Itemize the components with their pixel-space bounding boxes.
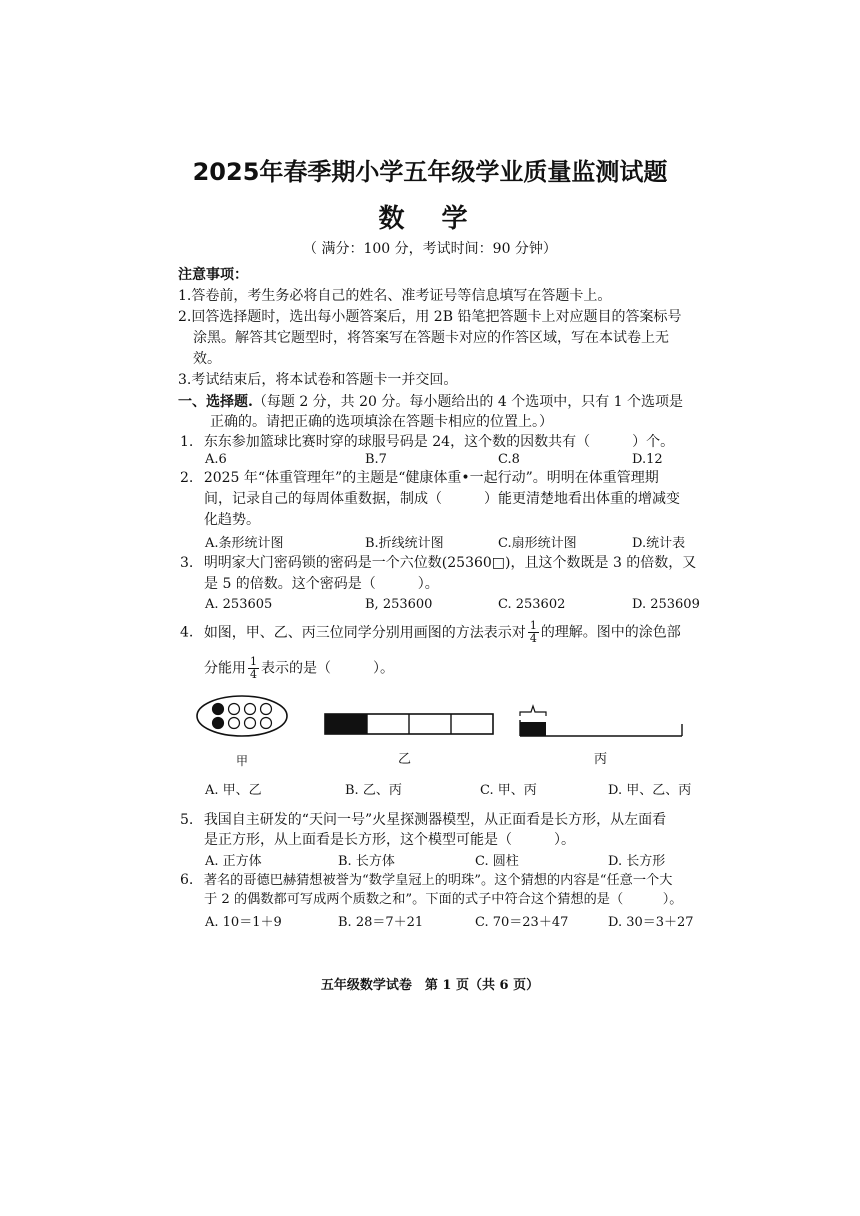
- fraction-one-quarter: [528, 620, 539, 645]
- option-b: B.折线统计图: [365, 536, 444, 551]
- figure-jia: [197, 696, 287, 736]
- fraction-numerator: 1: [250, 655, 257, 668]
- option-c: C.8: [498, 452, 520, 467]
- question-text-part-1: 如图，甲、乙、丙三位同学分别用画图的方法表示对: [203, 624, 526, 641]
- option-d: D.12: [632, 452, 663, 467]
- question-1: [180, 432, 674, 452]
- option-a: A. 甲、乙: [205, 783, 262, 798]
- question-text-line-1: 我国自主研发的“天问一号”火星探测器模型，从正面看是长方形，从左面看: [203, 812, 667, 828]
- figure-bing: [520, 706, 682, 736]
- note-line-2: 2.回答选择题时，选出每小题答案后，用 2B 铅笔把答题卡上对应题目的答案标号: [178, 309, 682, 325]
- option-d: D. 甲、乙、丙: [608, 783, 692, 798]
- figure-yi: [325, 714, 493, 734]
- question-number: 1.: [180, 434, 194, 450]
- exam-info: （ 满分：100 分，考试时间：90 分钟）: [303, 241, 557, 257]
- option-b: B, 253600: [365, 597, 433, 612]
- question-number: 6.: [180, 872, 194, 888]
- note-line-5: 3.考试结束后，将本试卷和答题卡一并交回。: [178, 372, 458, 388]
- figure-label-bing: 丙: [594, 752, 608, 767]
- question-text-line-3: 化趋势。: [204, 512, 260, 528]
- section-instruction-1: （每题 2 分，共 20 分。每小题给出的 4 个选项中，只有 1 个选项是: [252, 394, 684, 410]
- note-line-3: 涂黑。解答其它题型时，将答案写在答题卡对应的作答区域，写在本试卷上无: [193, 330, 669, 346]
- option-c: C. 圆柱: [475, 854, 519, 869]
- option-c: C. 253602: [498, 597, 566, 612]
- question-number: 4.: [180, 624, 194, 641]
- page-footer: 五年级数学试卷 第 1 页（共 6 页）: [320, 978, 540, 993]
- option-a: A.6: [205, 452, 227, 467]
- fraction-denominator: 4: [529, 632, 537, 645]
- option-b: B. 长方体: [338, 854, 395, 869]
- section-heading: [178, 392, 683, 412]
- question-3: [180, 553, 696, 573]
- question-text-part-3: 分能用: [204, 660, 246, 677]
- notes-heading: 注意事项：: [178, 267, 248, 283]
- section-title: 一、选择题.: [178, 394, 253, 410]
- question-text-part-2: 的理解。图中的涂色部: [540, 624, 681, 641]
- question-text-line-2: 于 2 的偶数都可写成两个质数之和”。下面的式子中符合这个猜想的是（ ）。: [204, 892, 683, 907]
- option-d: D. 30＝3＋27: [608, 915, 694, 930]
- option-d: D. 长方形: [608, 854, 666, 869]
- question-text-line-2: 间，记录自己的每周体重数据，制成（ ）能更清楚地看出体重的增减变: [204, 491, 680, 507]
- question-6: [180, 870, 672, 891]
- question-text: 东东参加篮球比赛时穿的球服号码是 24，这个数的因数共有（ ）个。: [203, 434, 675, 450]
- option-d: D.统计表: [632, 536, 686, 551]
- fraction-denominator: 4: [250, 668, 257, 681]
- section-instruction-2: 正确的。请把正确的选项填涂在答题卡相应的位置上。）: [210, 414, 553, 430]
- question-text-part-4: 表示的是（ ）。: [261, 660, 394, 677]
- fraction-figures: [190, 690, 710, 770]
- fraction-numerator: 1: [529, 619, 537, 632]
- figure-label-yi: 乙: [398, 752, 412, 767]
- option-a: A. 253605: [205, 597, 273, 612]
- question-5: [180, 810, 666, 830]
- question-text-line-2: 是 5 的倍数。这个密码是（ ）。: [204, 576, 439, 592]
- option-a: A. 10＝1＋9: [205, 915, 282, 930]
- option-b: B. 28＝7＋21: [338, 915, 424, 930]
- fraction-one-quarter: [248, 656, 259, 681]
- note-line-4: 效。: [193, 351, 221, 367]
- question-2: [180, 468, 659, 488]
- option-a: A.条形统计图: [205, 536, 284, 551]
- question-number: 2.: [180, 470, 194, 486]
- figure-label-jia: 甲: [236, 754, 249, 768]
- option-a: A. 正方体: [205, 854, 262, 869]
- option-b: B. 乙、丙: [345, 783, 402, 798]
- option-b: B.7: [365, 452, 387, 467]
- note-line-1: 1.答卷前，考生务必将自己的姓名、准考证号等信息填写在答题卡上。: [178, 288, 612, 304]
- option-c: C.扇形统计图: [498, 536, 577, 551]
- subject-title: 数 学: [378, 204, 482, 234]
- question-text-line-1: 明明家大门密码锁的密码是一个六位数(25360□)，且这个数既是 3 的倍数，又: [203, 555, 697, 571]
- question-text-line-1: 2025 年“体重管理年”的主题是“健康体重•一起行动”。明明在体重管理期: [203, 470, 659, 486]
- question-number: 3.: [180, 555, 194, 571]
- option-c: C. 70＝23＋47: [475, 915, 569, 930]
- question-text-line-1: 著名的哥德巴赫猜想被誉为“数学皇冠上的明珠”。这个猜想的内容是“任意一个大: [203, 873, 673, 888]
- question-4: [180, 620, 681, 645]
- question-number: 5.: [180, 812, 194, 828]
- question-text-line-2: 是正方形，从上面看是长方形，这个模型可能是（ ）。: [204, 832, 575, 848]
- exam-title: 2025年春季期小学五年级学业质量监测试题: [192, 158, 668, 186]
- option-c: C. 甲、丙: [480, 783, 537, 798]
- option-d: D. 253609: [632, 597, 700, 612]
- question-4-line-2: [204, 656, 394, 681]
